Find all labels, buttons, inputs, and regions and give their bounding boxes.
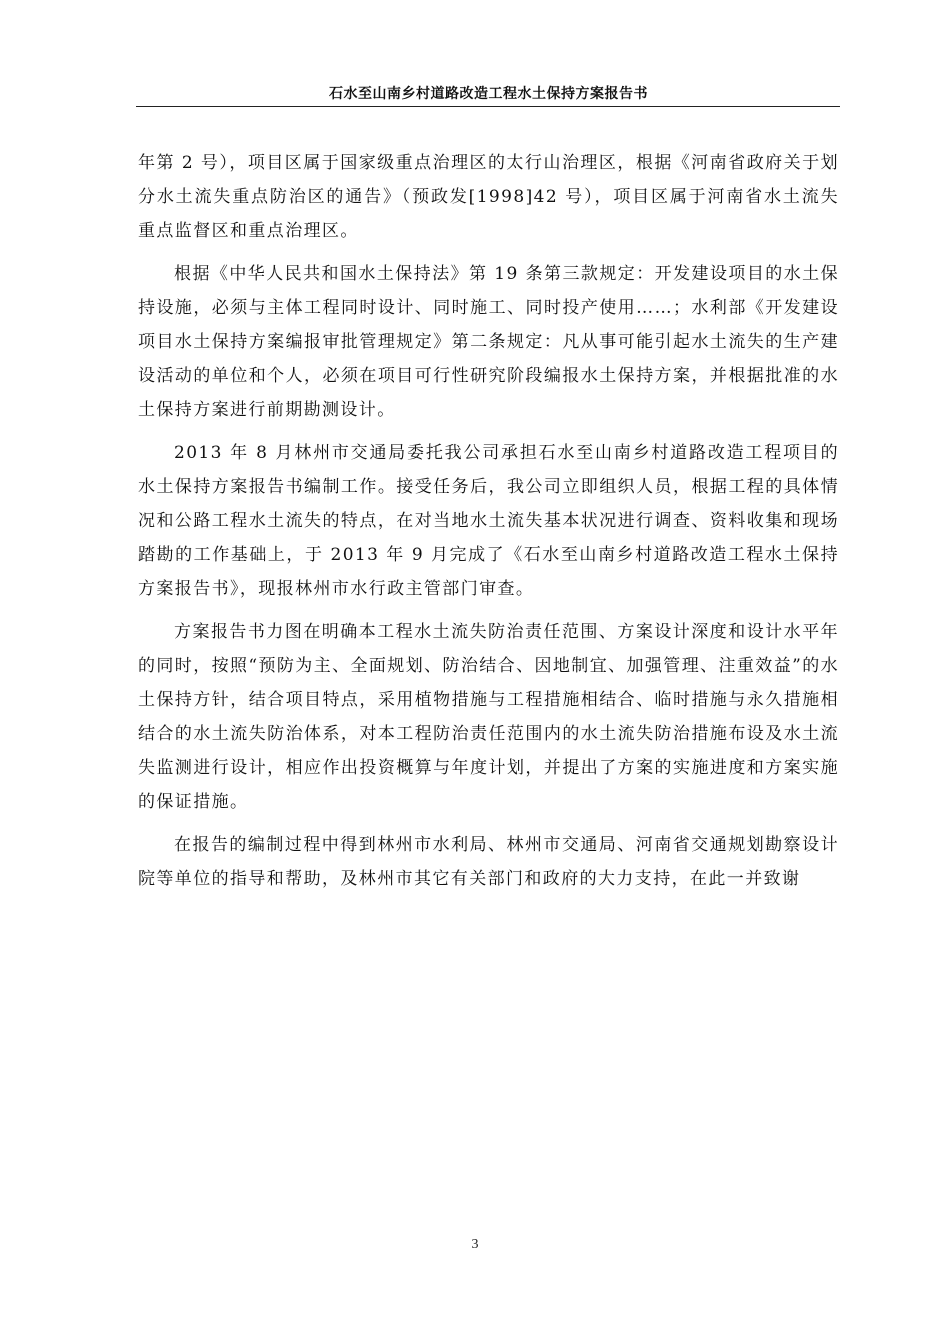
page-header-title: 石水至山南乡村道路改造工程水土保持方案报告书 <box>329 86 648 102</box>
paragraph-legal-basis: 根据《中华人民共和国水土保持法》第 19 条第三款规定：开发建设项目的水土保持设施，必须与主体工程同时设计、同时施工、同时投产使用……；水利部《开发建设项目水土保持方案编报审批管理规定》第二条规定：凡从事可能引起水土流失的生产建设活动的单位和个人，必须在项目可行性研究阶段编报水土保持方案，并根据批准的水土保持方案进行前期勘测设计。 <box>138 264 839 420</box>
page-number: 3 <box>471 1237 479 1252</box>
paragraph-acknowledgement: 在报告的编制过程中得到林州市水利局、林州市交通局、河南省交通规划勘察设计院等单位的指导和帮助，及林州市其它有关部门和政府的大力支持，在此一并致谢 <box>138 835 839 889</box>
paragraph-approach: 方案报告书力图在明确本工程水土流失防治责任范围、方案设计深度和设计水平年的同时，按照“预防为主、全面规划、防治结合、因地制宜、加强管理、注重效益”的水土保持方针，结合项目特点，采用植物措施与工程措施相结合、临时措施与永久措施相结合的水土流失防治体系，对本工程防治责任范围内的水土流失防治措施布设及水土流失监测进行设计，相应作出投资概算与年度计划，并提出了方案的实施进度和方案实施的保证措施。 <box>138 622 839 812</box>
document-body <box>138 146 839 905</box>
paragraph-commission: 2013 年 8 月林州市交通局委托我公司承担石水至山南乡村道路改造工程项目的水土保持方案报告书编制工作。接受任务后，我公司立即组织人员，根据工程的具体情况和公路工程水土流失的特点，在对当地水土流失基本状况进行调查、资料收集和现场踏勘的工作基础上，于 2013 年 9 月完成了《石水至山南乡村道路改造工程水土保持方案报告书》，现报林州市水行政主管部门审查。 <box>138 443 839 599</box>
paragraph-continuation: 年第 2 号），项目区属于国家级重点治理区的太行山治理区，根据《河南省政府关于划分水土流失重点防治区的通告》（预政发[1998]42 号），项目区属于河南省水土流失重点监督区和重点治理区。 <box>138 153 839 241</box>
header-divider <box>136 106 840 107</box>
